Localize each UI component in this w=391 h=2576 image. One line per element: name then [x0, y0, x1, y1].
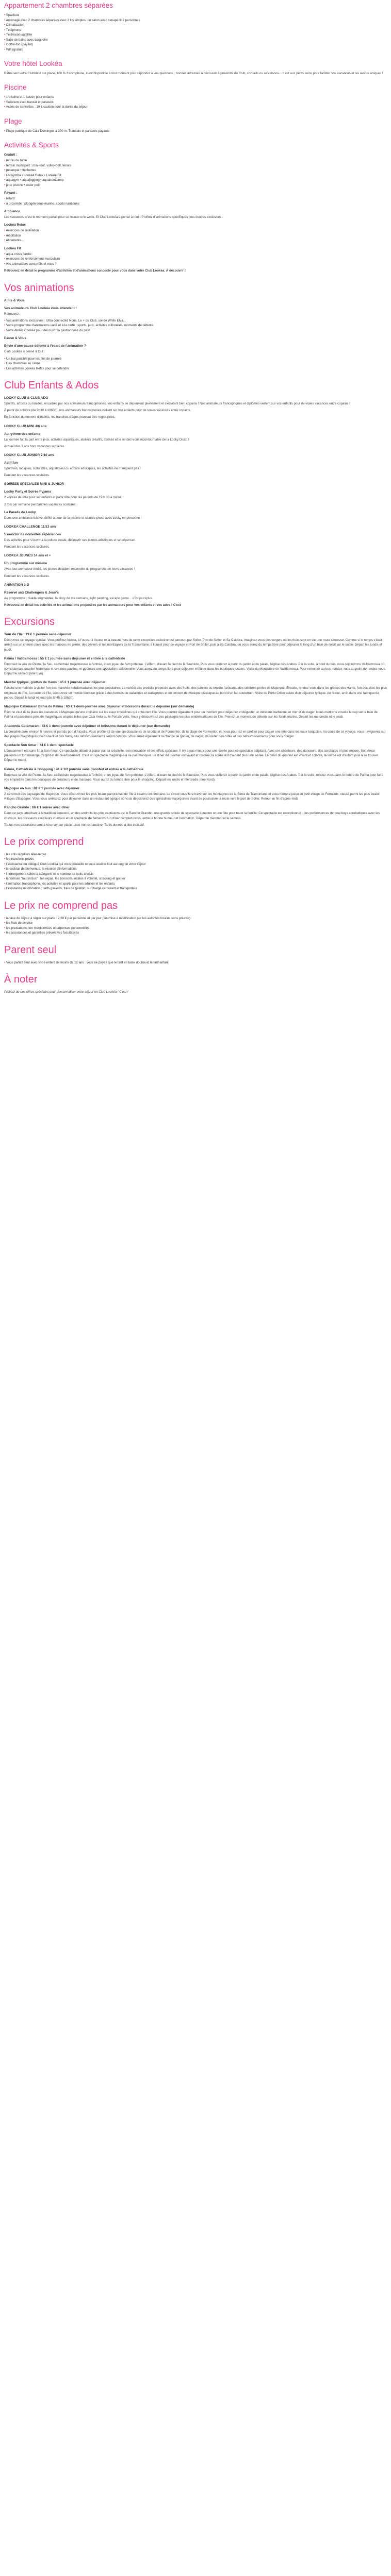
list-item: • les transferts privés	[4, 857, 387, 862]
list-item: • Vous partez seul avec votre enfant de moins de 12 ans : vous ne payez que le tarif en base double et le tarif enfant.	[4, 960, 387, 965]
list-item: • Un bar paisible pour les fins de journée	[4, 357, 387, 362]
club-block-text: Dans une ambiance festive, défilé autour de la piscine et séance photo avec Looky en personne !	[4, 516, 142, 520]
animations-amis-list	[4, 318, 387, 333]
prix-comprend-list	[4, 852, 387, 891]
excursion-title: Spectacle Son Amar : 74 € 1 demi spectacle	[4, 743, 74, 747]
list-item: • l'hébergement selon la catégorie et le nombre de nuits choisis	[4, 872, 387, 877]
club-block-sub: La Parade de Looky	[4, 510, 36, 514]
list-item: • la formule "tout inclus" : les repas, les boissons locales à volonté, snacking et goûter	[4, 876, 387, 882]
list-item: • Spacieux	[4, 13, 387, 18]
excursion-text: À ce circuit des paysages de Majorque. Vous découvrirez les plus beaux panoramas de l'île à travers cet itinéraire. Le circuit vous fera traverser les montagnes de la Serra de Tramuntane et vous mènera jusqu'au petit village de Fornalutx, classé parmi les plus beaux villages d'Espagne. Vous vous arrêterez pour déjeuner dans un restaurant typique où vous dégusterez des spécialités majorquines avant de poursuivre la route vers le port de Sóller. Retour en fin d'après-midi.	[4, 792, 380, 801]
list-item: • Télévision satellite	[4, 32, 387, 38]
piscine-list	[4, 95, 387, 110]
list-item: • la taxe de séjour à régler sur place : 2,20 € par personne et par jour (soumise à modification par les autorités locales sans préavis)	[4, 916, 387, 921]
section-excursions	[4, 616, 387, 827]
club-block-text: 2 fois par semaine pendant les vacances scolaires.	[4, 502, 76, 506]
excursion-text: Emprisez la ville de Palma, la Seu, cathédrale majestueuse à l'entrée, et un joyau de l'art gothique. L'Alfaro, d'avant la pied de la Saunèze. Puis vous visiterez à partir du jardin et du palais, l'église des Arabes. Par la suite, à bord du bus, nous rejoindrons Valldemossa où son charmant quartier historique et ses rues pavées, et goûterez une spécialité traditionnelle. Vous aurez du temps libre pour déjeuner et flâner dans les boutiques locales. Visite du Monastère de Valldemossa. Pour remonter au bus, rendez-vous au point de rendez-vous. Départ le samedi (one Eve).	[4, 662, 386, 676]
list-item: • Climatisation	[4, 23, 387, 28]
club-block-sub: Looky Party et Soirée Pyjama	[4, 490, 52, 494]
list-item: • vos animateurs sont prêts et vous ?	[4, 262, 387, 267]
section-appartement	[4, 1, 387, 52]
activites-gratuit-label: Gratuit :	[4, 153, 18, 157]
section-title-plage: Plage	[4, 117, 22, 125]
club-block-animation-3d	[4, 583, 387, 601]
list-item: • Accès de serviettes : 10 € caution pour la durée du séjour	[4, 105, 387, 110]
a-noter-text: Profitez de nos offres spéciales pour personnaliser votre séjour en Club Lookéa ! C'est !	[4, 990, 128, 994]
club-block-label: LOOKY CLUB MINI 4/6 ans	[4, 424, 47, 428]
section-plage	[4, 117, 387, 134]
section-title-club: Club Enfants & Ados	[4, 380, 99, 392]
club-block-text: Pendant les vacances scolaires.	[4, 574, 50, 578]
section-club-enfants	[4, 379, 387, 607]
excursion-title: Palma, Cathédrale & Shopping : 41 € 1/2 journée sans transfert et entrée à la cathédrale	[4, 767, 143, 771]
activites-payant-list	[4, 196, 387, 206]
club-block-sub: Réservé aux Challengers & Jeun's	[4, 590, 59, 595]
club-block-text: Des activités pour s'ouvrir à la culture locale, découvrir ses talents artistiques et se dépenser.	[4, 538, 136, 543]
hotel-text: Retrouvez votre Clubhôtel sur place, 100 % francophone, il est disponible à tout moment pour répondre à vos questions ; bonnes adresses à découvrir à proximité du Club, conseils ou assistance... Il est aux petits soins pour faciliter vos vacances et les rendre uniques !	[4, 72, 383, 75]
excursion-title: Majorque Catamaran Bahia de Palma : 63 € 1 demi-journée avec déjeuner et boissons durant le déjeuner (sur demande)	[4, 705, 194, 709]
list-item: • 1 piscine et 1 bassin pour enfants	[4, 95, 387, 100]
club-block-text: Pendant les vacances scolaires.	[4, 473, 50, 478]
list-item: • Salle de bains avec baignoire	[4, 38, 387, 43]
excursion-text: L'amusement est sans fin à Son Amar. Ce spectacle débute à plaisir par sa créativité, son innovation et ses effets spéciaux. Il n'y a pas mieux pour une soirée pour ce spectacle palpitant. Avec ses chanteurs, des danseurs, des acrobates et plus encore, Son Amar présente un fort mélange d'esprit et de divertissement. C'est un spectacle magnifique à ne pas manquer. Le dîner du quartier est vivant et colorée, la soirée est d'autant plus une soirée. Le dîner du quartier est vivant et colorée, la soirée est d'autant plus à se trouver. Départ le mardi.	[4, 749, 379, 762]
list-item: • méditation	[4, 233, 387, 239]
activites-fit-label: Lookéa Fit	[4, 246, 21, 250]
club-block-text: 2 soirées de folie pour les enfants et partir fête pour les parents de 19 h 30 à minuit !	[4, 496, 124, 500]
list-item: • l'assistance du délégué Club Lookéa qui vous conseille et vous assiste tout au long de votre séjour	[4, 862, 387, 867]
parent-seul-list	[4, 960, 387, 965]
section-hotel	[4, 59, 387, 76]
list-item: • jeux piscine • water polo	[4, 183, 387, 188]
list-item: • l'assurance modification : tarifs garantis, frais de gestion, surcharge carburant et transporteur	[4, 886, 387, 891]
list-item: • Plage publique de Cala Domingos à 300 m. Transats et parasols payants	[4, 129, 387, 134]
activites-ambiance-label: Ambiance	[4, 210, 21, 214]
section-piscine	[4, 83, 387, 110]
club-block-text: Pendant les vacances scolaires.	[4, 545, 50, 549]
section-prix-comprend	[4, 836, 387, 891]
excursion-item	[4, 743, 387, 763]
club-block-label: LOOKEA JEUNES 14 ans et +	[4, 554, 51, 558]
club-footer: Retrouvez en détail les activités et les animations proposées par les animateurs pour vos enfants et vos ados ! C'est	[4, 603, 181, 607]
list-item: • l'animation francophone, les activités et sports pour les adultes et les enfants	[4, 882, 387, 887]
section-parent-seul	[4, 944, 387, 965]
activites-footer: Retrouvez en détail le programme d'activités et d'animations concocté pour vous dans votre Club Lookéa. À découvrir !	[4, 269, 186, 273]
excursion-title: Rancho Grande : 66 € 1 soirée avec dîner	[4, 806, 70, 810]
list-item: • Solarium avec transat et parasols	[4, 100, 387, 105]
section-activites	[4, 141, 387, 273]
list-item: • aqua cross cardio	[4, 252, 387, 257]
club-block-text: En fonction du nombre d'inscrits, les tranches d'âges peuvent être regroupées.	[4, 415, 116, 419]
excursion-item	[4, 767, 387, 782]
prix-ne-comprend-list	[4, 916, 387, 936]
animations-amis-intro: Retrouvez :	[4, 312, 21, 316]
section-animations	[4, 282, 387, 371]
list-item: • étirements...	[4, 238, 387, 243]
list-item: • Les activités Lookéa Relax pour se détendre	[4, 366, 387, 371]
excursion-text: Rien ne vaut de la place les vacances à Majorque qu'une croisière sur les eaux cristallines qui entourent l'île. Vous pourrez également pour un moment pour déjeuner et déguster un délicieux barbecue en mer et de nager. Nous mettrons ensuite le cap sur la baie de Palma et passerons près de magnifiques criques telles que Cala Vella ou le Portals Vells. Vous y découvrirez des paysages les plus emblématiques de l'île. Prenez un moment de détente sur les fonds marins. Départ les mercredis et le jeudi.	[4, 710, 378, 719]
list-item: • Coffre-fort (payant)	[4, 42, 387, 47]
section-title-prix-ne-comprend: Le prix ne comprend pas	[4, 900, 118, 911]
excursion-text: Découvrez ce voyage spécial. Vous profitez l'odeur, à l'ouest, à l'ouest et la beauté hors de cette excursion exclusive qui parcourt par Soller, Port de Soller et Sa Calobra. Imaginez vous des vergers où les fruits sont en vie une route sinueuse. Comme si le temps s'était arrêté sur un chemin pavé avec les maisons en pierre, des oliviers et les montagnes de la Tramuntane, à l'ouest pour ce voyage et Port de Soller, puis à Sa Calobra, où vous aurez du temps libre pour déjeuner le long d'un bain de soleil sur le sable. Départ les lundis et jeudi.	[4, 638, 382, 652]
list-item: • à proximité : plongée sous-marine, sports nautiques	[4, 201, 387, 207]
list-item: • Votre programme d'animations varié et à la carte : sports, jeux, activités culturelles, moments de détente	[4, 323, 387, 328]
club-block-text: Accueil des 3 ans hors vacances scolaires.	[4, 444, 65, 448]
section-prix-ne-comprend	[4, 900, 387, 936]
club-block-text: Au programme : réalité augmentée, la story de ma semaine, light painting, escape game... #Toujoursplus.	[4, 596, 153, 600]
activites-ambiance-text: Les vacances, c'est le moment parfait pour se relaxer une week. Et Club Lookéa a pensé à tout ! Profitez d'animations spécifiques plus douces exclusives :	[4, 215, 223, 219]
excursion-text: Dans ce pays attachant à la tradition équestre, un des endroits les plus captivants est le Rancho Grande ; une grande soirée de spectacle équestre et une fête pour toute la famille. Ce spectacle est exceptionnel ; des performances de cow-boys acrobatiques avec les chevaux, les dresseurs avec leurs chevaux et un spectacle de flamenco. Un dîner complet inclus, entre la bonne humeur et l'animation. Départ le mercredi et le samedi.	[4, 811, 380, 820]
list-item: • aquagym • aquajogging • aquabootcamp	[4, 178, 387, 183]
activites-gratuit-list	[4, 158, 387, 188]
club-block-sub: Actif fun	[4, 461, 18, 465]
club-block-mini	[4, 424, 387, 449]
section-title-animations: Vos animations	[4, 282, 74, 294]
excursion-text: Emprisez la ville de Palma, la Seu, cathédrale majestueuse à l'entrée, et un joyau de l'art gothique. L'Alfaro, d'avant la pied de la Saunèze. Puis vous visiterez à partir du jardin et du palais, l'église des Arabes. Par la suite, rendez-vous dans le centre de Palma pour faire vos emplettes dans les boutiques de créateurs et de marques. Vous aurez du temps libre pour le shopping. Départ les lundis et mercredis (one Nord).	[4, 773, 384, 782]
club-block-text: Avec leur animateur dédié, les jeunes décident ensemble du programme de leurs vacances !	[4, 567, 135, 571]
animations-amis-sub: Vos animateurs Club Lookéa vous attendent !	[4, 306, 77, 310]
list-item: • Lookymba • Lookéa Relax • Lookéa Fit	[4, 173, 387, 178]
club-block-jeunes	[4, 553, 387, 578]
animations-pause-label: Pause & Vous	[4, 336, 26, 341]
club-block-challenge	[4, 524, 387, 549]
excursion-item	[4, 656, 387, 676]
club-block-text: À partir de octobre (de 9h30 à 18h00), nos animateurs francophones veillent sur vos enfants pour de vraies vacances entre copains.	[4, 409, 191, 413]
plage-list	[4, 129, 387, 134]
activites-fit-list	[4, 252, 387, 267]
list-item: • le cocktail de bienvenue, la réunion d'informations	[4, 867, 387, 872]
club-block-junior	[4, 453, 387, 478]
club-block-text: La journée fait la part entre jeux, activités aquatiques, ateliers créatifs, danses et le rendez-vous incontournable de la Looky Disco !	[4, 437, 189, 442]
club-block-label: LOOKEA CHALLENGE 11/13 ans	[4, 525, 56, 529]
excursion-text: Passez une matinée à visiter l'un des marchés hebdomadaires les plus populaires. La variété des produits proposés avec des fruits, des paniers ou encore l'artisanat des célèbres perles de Majorque. Ensuite, rendez-vous dans les grottes des Hams, l'un des sites les plus originaux de l'île. Au cœur de l'île, découvrez un monde féerique grâce à des tunnels de stalactites et stalagmites et un concert de musique classique au bord d'un lac souterrain. Visite de Porto Cristo suivie d'un déjeuner typique. Au retour, arrêt dans une fabrique de perles. Départ le lundi et jeudi (de 8h45 à 18h30).	[4, 686, 387, 700]
club-block-sub: S'enrichir de nouvelles expériences	[4, 533, 61, 537]
club-block-label: ANIMATION 3-D	[4, 583, 29, 587]
excursion-title: Palma / Valldemossa : 55 € 1 journée sans déjeuner et entrée à la cathédrale	[4, 656, 125, 660]
list-item: • Des chambres au calme	[4, 361, 387, 366]
club-block-label: SOIREES SPECIALES MINI & JUNIOR	[4, 482, 64, 486]
club-block-looky	[4, 396, 387, 420]
excursions-footer: Toutes nos excursions sont à réserver sur place. Liste non exhaustive. Tarifs donnés à titre indicatif.	[4, 823, 145, 827]
list-item: • exercices de renforcement musculaire	[4, 257, 387, 262]
excursion-item	[4, 724, 387, 739]
list-item: • les prestations non mentionnées et dépenses personnelles	[4, 926, 387, 931]
activites-relax-label: Lookéa Relax	[4, 223, 26, 227]
excursion-item	[4, 680, 387, 700]
list-item: • exercices de relaxation	[4, 228, 387, 233]
list-item: • les frais de service	[4, 921, 387, 926]
animations-pause-intro: Club Lookéa a pensé à tout :	[4, 350, 45, 354]
excursion-item	[4, 786, 387, 801]
excursion-text: La croisière dure environ 5 heures et part du port d'Alcudia. Vous profiterez de vue spectaculaires de la côte et de Formentor, de la plage de Formentor, et, vous pourrez en profiter pour piquer une tête dans les eaux turquoise. Au cours de ce voyage, vous naviguerez sur des plages magnifiques avec snack et des fruits, des rafraîchissements seront compris. Vous aurez également la chance de goûter, de nager, de visiter des côtés et des rafraîchissements pour vous bouger.	[4, 730, 386, 738]
club-block-label: LOOKY CLUB & CLUB ADO	[4, 396, 48, 400]
section-title-parent-seul: Parent seul	[4, 944, 57, 956]
animations-amis-label: Amis & Vous	[4, 298, 25, 302]
animations-pause-sub: Envie d'une pause détente à l'écart de l'animation ?	[4, 344, 86, 348]
section-title-hotel: Votre hôtel Lookéa	[4, 60, 62, 67]
club-block-text: Sportifs, artistes ou timides, encadrés par nos animateurs francophones, vos enfants se dépensent pleinement et s'éclatent bien copains ! Nos animateurs francophones et diplômés veillent sur vos enfants pour de vraies vacances entre copains !	[4, 402, 350, 406]
excursion-item	[4, 704, 387, 719]
list-item: • billard	[4, 196, 387, 201]
club-block-sub: Au rythme des enfants	[4, 432, 41, 436]
section-title-a-noter: À noter	[4, 974, 38, 986]
animations-pause-list	[4, 357, 387, 371]
list-item: • tennis de table	[4, 158, 387, 163]
activites-relax-list	[4, 228, 387, 243]
excursion-title: Tour de l'île : 79 € 1 journée sans déjeuner	[4, 633, 72, 637]
activites-payant-label: Payant :	[4, 191, 18, 195]
club-block-label: LOOKY CLUB JUNIOR 7/10 ans	[4, 453, 54, 457]
list-item: • Wifi (gratuit)	[4, 47, 387, 53]
excursion-item	[4, 632, 387, 652]
list-item: • Votre Atelier Cookéa pour découvrir la gastronomie du pays	[4, 328, 387, 333]
section-title-excursions: Excursions	[4, 616, 55, 628]
club-block-soirees	[4, 482, 387, 520]
section-title-activites: Activités & Sports	[4, 141, 59, 149]
section-title-appartement: Appartement 2 chambres séparées	[4, 2, 113, 9]
club-block-sub: Un programme sur mesure	[4, 562, 47, 566]
list-item: • les vols réguliers aller-retour	[4, 852, 387, 857]
list-item: • Aménagé avec 2 chambres séparées avec 2 lits simples, un salon avec canapé lit 2 personnes	[4, 18, 387, 23]
list-item: • terrain multisport : mini-foot, volley-ball, tennis	[4, 163, 387, 168]
list-item: • pétanque • fléchettes	[4, 168, 387, 173]
page-content	[0, 0, 391, 995]
section-title-piscine: Piscine	[4, 83, 27, 92]
excursion-item	[4, 805, 387, 820]
list-item: • Téléphone	[4, 28, 387, 33]
appartement-list	[4, 13, 387, 52]
excursion-title: Marché typique, grottes de Hams : 45 € 1 journée avec déjeuner	[4, 681, 106, 685]
club-block-text: Sportives, ludiques, culturelles, aquatiques ou encore artistiques, les activités ne manquent pas !	[4, 467, 141, 471]
list-item: • Vos animations exclusives : Ultra connectez Nous, Le + du Club, soirée White Elva...	[4, 318, 387, 324]
excursion-title: Anaconda Catamaran : 58 € 1 demi-journée avec déjeuner et boissons durant le déjeuner (sur demande)	[4, 724, 170, 728]
excursion-title: Majorque en bus : 82 € 1 journée avec déjeuner	[4, 786, 79, 790]
list-item: • les assurances et garanties préventives facultatives	[4, 930, 387, 936]
section-title-prix-comprend: Le prix comprend	[4, 836, 84, 848]
section-a-noter	[4, 973, 387, 994]
